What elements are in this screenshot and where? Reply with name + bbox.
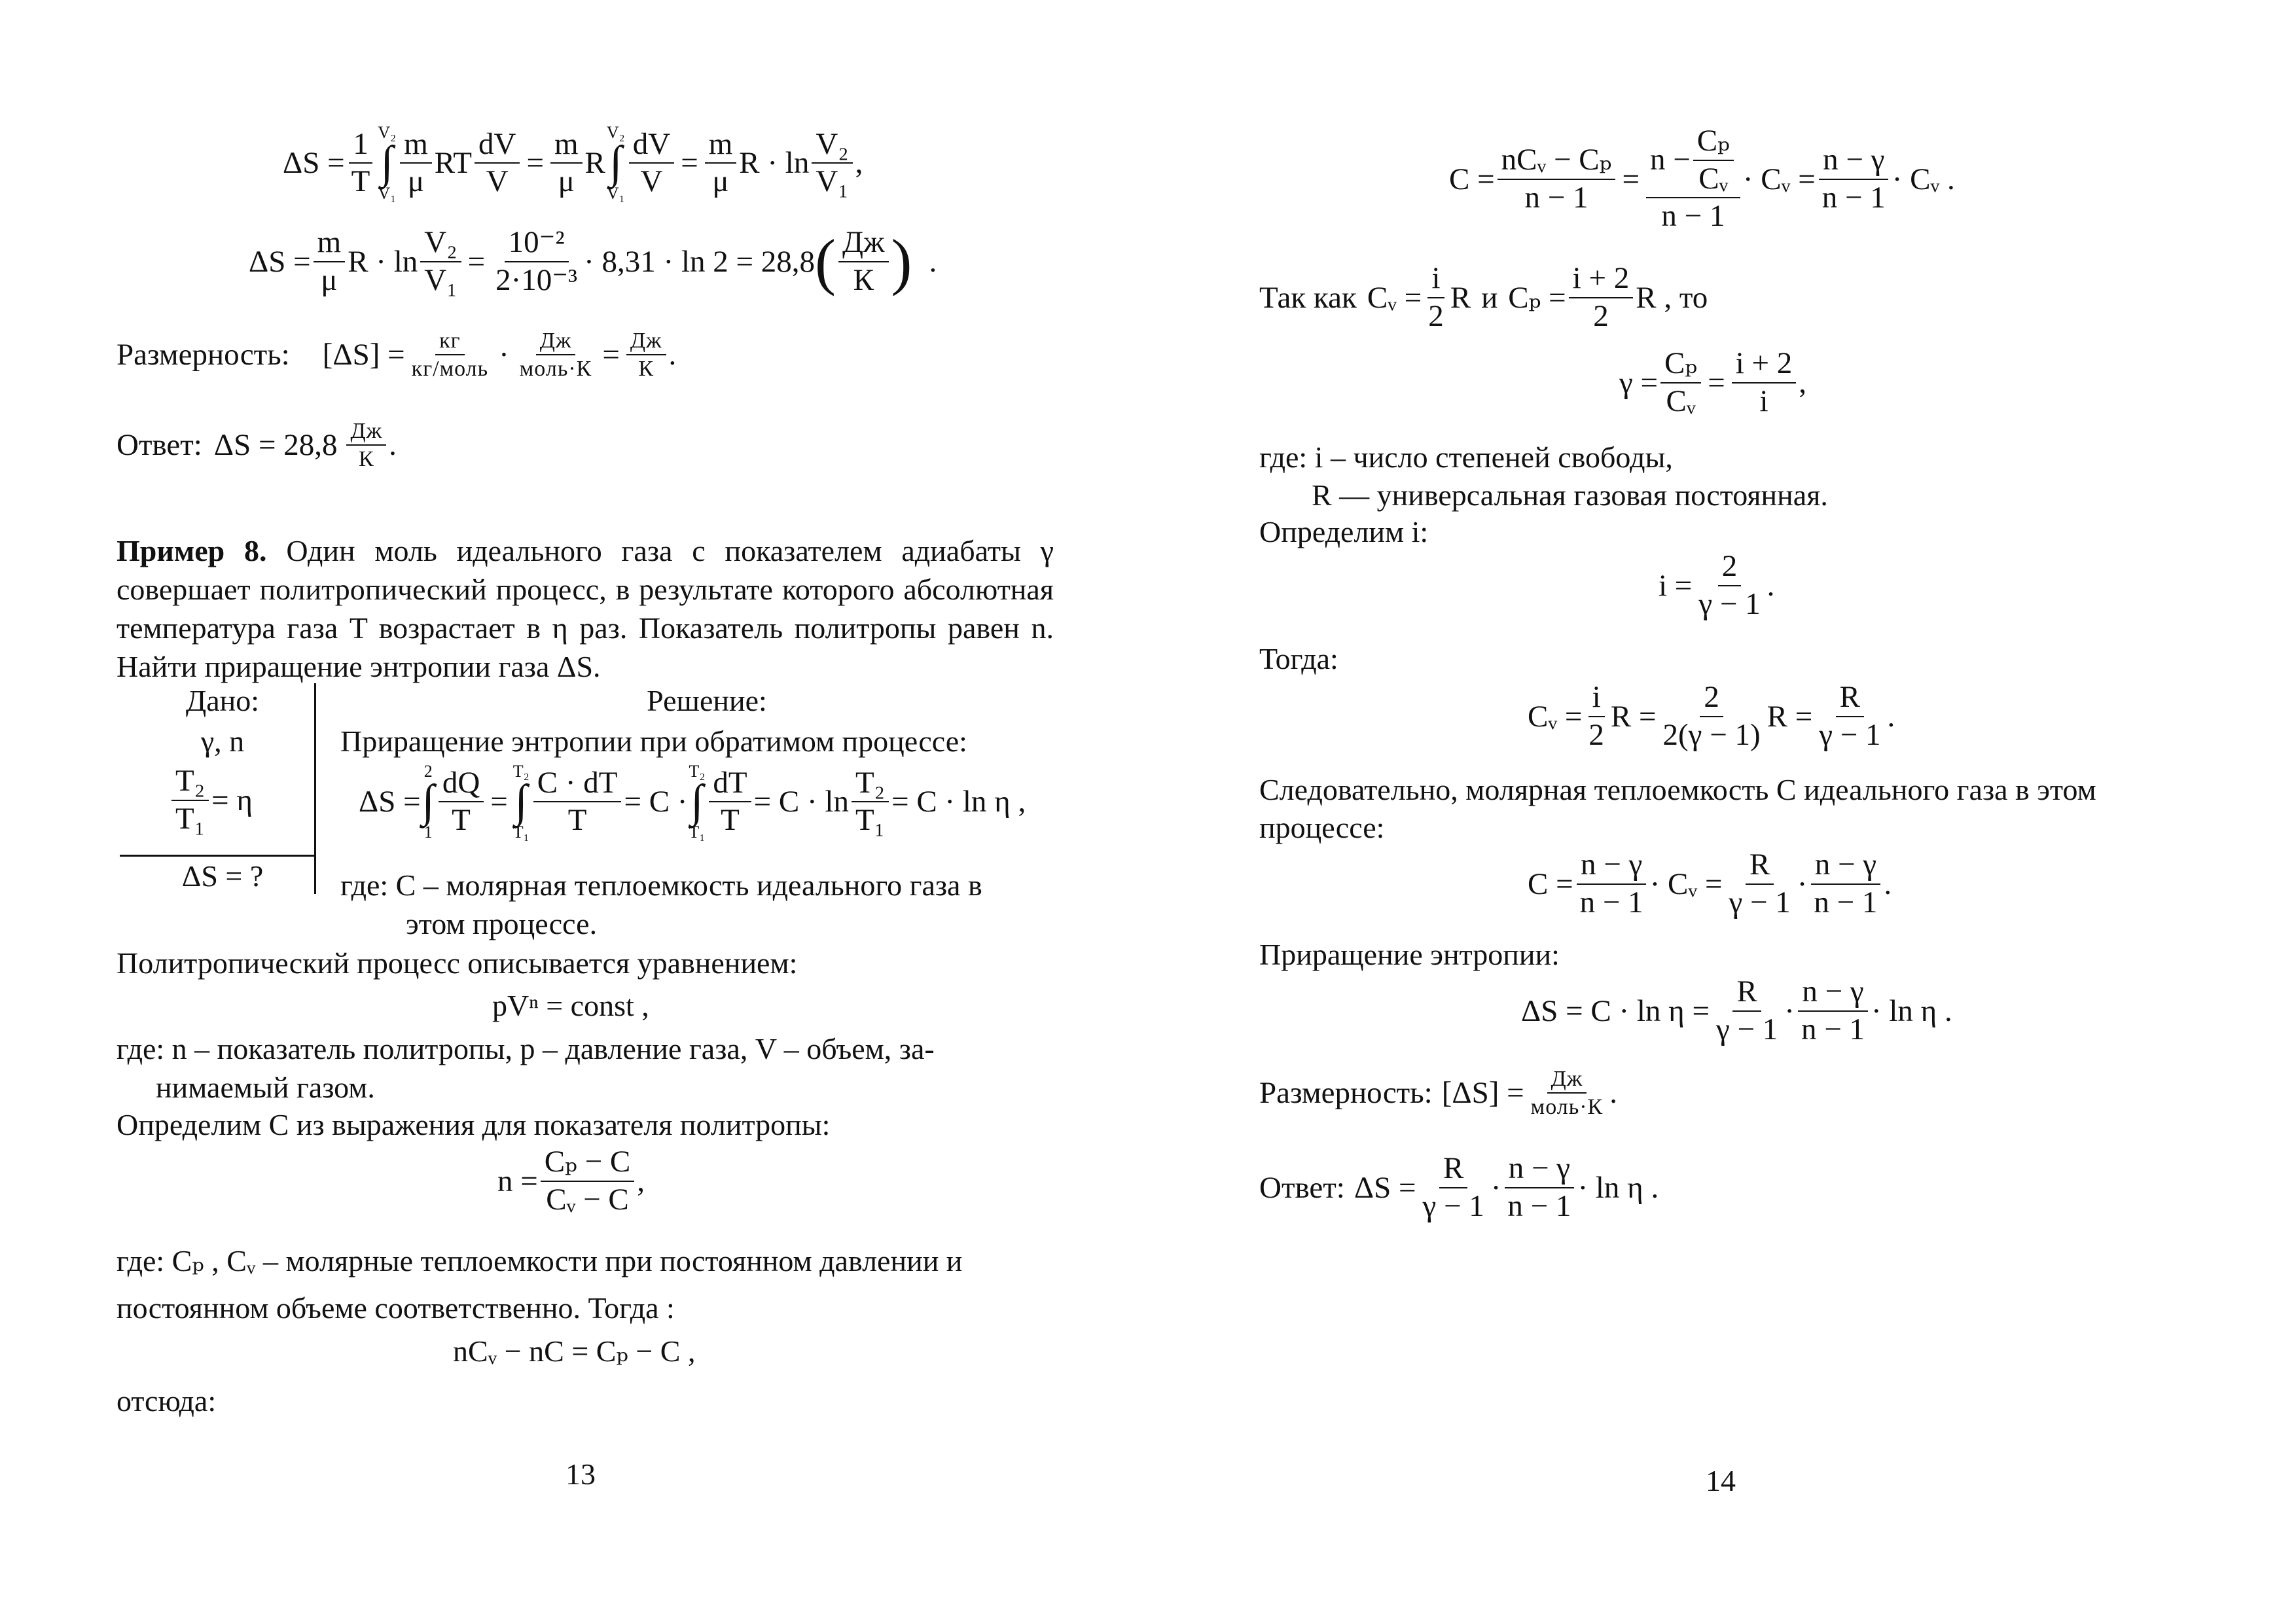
answer-line-1: Ответ: ΔS = 28,8 $\frac{Дж}{К}$ .: [117, 419, 397, 472]
i-equation: i = $\frac{2}{\gamma - 1}$ .: [1659, 549, 1775, 621]
given-divider: [314, 683, 316, 894]
page-number-14: 14: [1706, 1464, 1736, 1497]
c-final-equation: C = $\frac{n - \gamma}{n - 1}$ · Cᵥ = $\frac{R}{\gamma - 1}$ · $\frac{n - \gamma}{n - 1}$ .: [1528, 847, 1892, 919]
solution-intro: Приращение энтропии при обратимом процессе:: [340, 724, 967, 758]
page-number-13: 13: [565, 1457, 596, 1491]
given-header: Дано:: [185, 684, 260, 717]
entropy-final-equation: ΔS = C · ln η = $\frac{R}{\gamma - 1}$ · $\frac{n - \gamma}{n - 1}$ · ln η .: [1521, 974, 1952, 1046]
heat-capacity-where-line-1: где: Cₚ , Cᵥ – молярные теплоемкости при постоянном давлении и: [117, 1244, 963, 1277]
example-8-statement: Пример 8. Один моль идеального газа с показателем адиабаты γ совершает политропический процесс, в результате которого абсолютная температура газа T возрастает в η раз. Показатель политропы равен n. Найти приращение энтропии газа ΔS.: [117, 534, 1054, 683]
solution-header: Решение:: [647, 684, 767, 717]
hence-text: отсюда:: [117, 1384, 217, 1418]
then-text: Тогда:: [1259, 642, 1338, 675]
entropy-increment-text: Приращение энтропии:: [1259, 938, 1560, 971]
entropy-numeric-equation: ΔS = $\frac{m}{\mu}$ R · ln $\frac{\text{V₂}}{\text{V₁}}$ = $\frac{\text{10⁻²}}{\text{2·10⁻³}}$ · 8,31 · ln 2 = 28,8 ( $\frac{Дж}{К}$ ) .: [249, 225, 937, 297]
entropy-reversible-equation: ΔS = 2 ∫ 1 $\frac{dQ}{T}$ = T₂ ∫ T₁ $\frac{C \cdot dT}{T}$ = C · T₂ ∫ T₁ $\frac{dT}{T}$ = C · ln $\frac{\text{T₂}}{\text{T₁}}$ = C · ln η ,: [359, 762, 1026, 842]
where-i-text: где: i – число степеней свободы,: [1259, 440, 1673, 474]
polytropic-where-line-1: где: n – показатель политропы, p – давление газа, V – объем, за-: [117, 1032, 935, 1065]
solution-where-line-1: где: C – молярная теплоемкость идеального газа в: [340, 868, 982, 902]
since-line: Так как Cᵥ = $\frac{i}{2}$ R и Cₚ = $\frac{i + 2}{2}$ R , то: [1259, 261, 1708, 333]
heat-capacity-c-equation: C = $\frac{\text{nCᵥ − Cₚ}}{n - 1}$ = n − $\frac{\text{Cₚ}}{\text{Cᵥ}}$ n − 1 · Cᵥ = $\frac{n - \gamma}{n - 1}$ · Cᵥ .: [1449, 124, 1955, 234]
dimension-line-2: Размерность: [ΔS] = $\frac{Дж}{\text{моль·К}}$ .: [1259, 1067, 1617, 1120]
answer-line-2: Ответ: ΔS = $\frac{R}{\gamma - 1}$ · $\frac{n - \gamma}{n - 1}$ · ln η .: [1259, 1151, 1659, 1223]
heat-capacity-where-line-2: постоянном объеме соответственно. Тогда :: [117, 1291, 675, 1325]
consequently-line-2: процессе:: [1259, 811, 1385, 844]
where-r-text: R — универсальная газовая постоянная.: [1312, 478, 1828, 512]
ncv-equation: nCᵥ − nC = Cₚ − C ,: [453, 1334, 696, 1368]
define-c-text: Определим C из выражения для показателя политропы:: [117, 1108, 831, 1141]
solution-where-line-2: этом процессе.: [406, 907, 598, 940]
define-i-text: Определим i:: [1259, 515, 1429, 548]
given-gamma-n: γ, n: [200, 724, 245, 758]
right-page: [1148, 0, 2296, 1623]
polytropic-index-equation: n = $\frac{\text{Cₚ − C}}{\text{Cᵥ − C}}$ ,: [497, 1145, 645, 1217]
find-delta-s: ΔS = ?: [181, 859, 264, 893]
polytropic-equation: pVⁿ = const ,: [492, 989, 649, 1022]
entropy-integral-equation: ΔS = $\frac{1}{T}$ V₂ ∫ V₁ $\frac{m}{\mu}$ RT $\frac{dV}{V}$ = $\frac{m}{\mu}$ R V₂ ∫ V₁ $\frac{dV}{V}$ = $\frac{m}{\mu}$ R · ln $\frac{\text{V₂}}{\text{V₁}}$ ,: [283, 123, 863, 203]
consequently-line-1: Следовательно, молярная теплоемкость C идеального газа в этом: [1259, 773, 2096, 806]
given-separator: [120, 855, 315, 857]
polytropic-where-line-2: нимаемый газом.: [156, 1071, 375, 1104]
gamma-equation: γ = $\frac{\text{Cₚ}}{\text{Cᵥ}}$ = $\frac{i + 2}{i}$ ,: [1619, 346, 1807, 418]
given-temperature-ratio: $\frac{\text{T₂}}{\text{T₁}}$ = η: [169, 764, 253, 836]
polytropic-text: Политропический процесс описывается уравнением:: [117, 946, 798, 980]
dimension-line-1: Размерность: [ΔS] = $\frac{кг}{\text{кг/моль}}$ · $\frac{Дж}{\text{моль·К}}$ = $\frac{Дж}{К}$ .: [117, 329, 677, 382]
cv-equation: Cᵥ = $\frac{i}{2}$ R = $\frac{2}{2(\gamma - 1)}$ R = $\frac{R}{\gamma - 1}$ .: [1528, 680, 1895, 752]
